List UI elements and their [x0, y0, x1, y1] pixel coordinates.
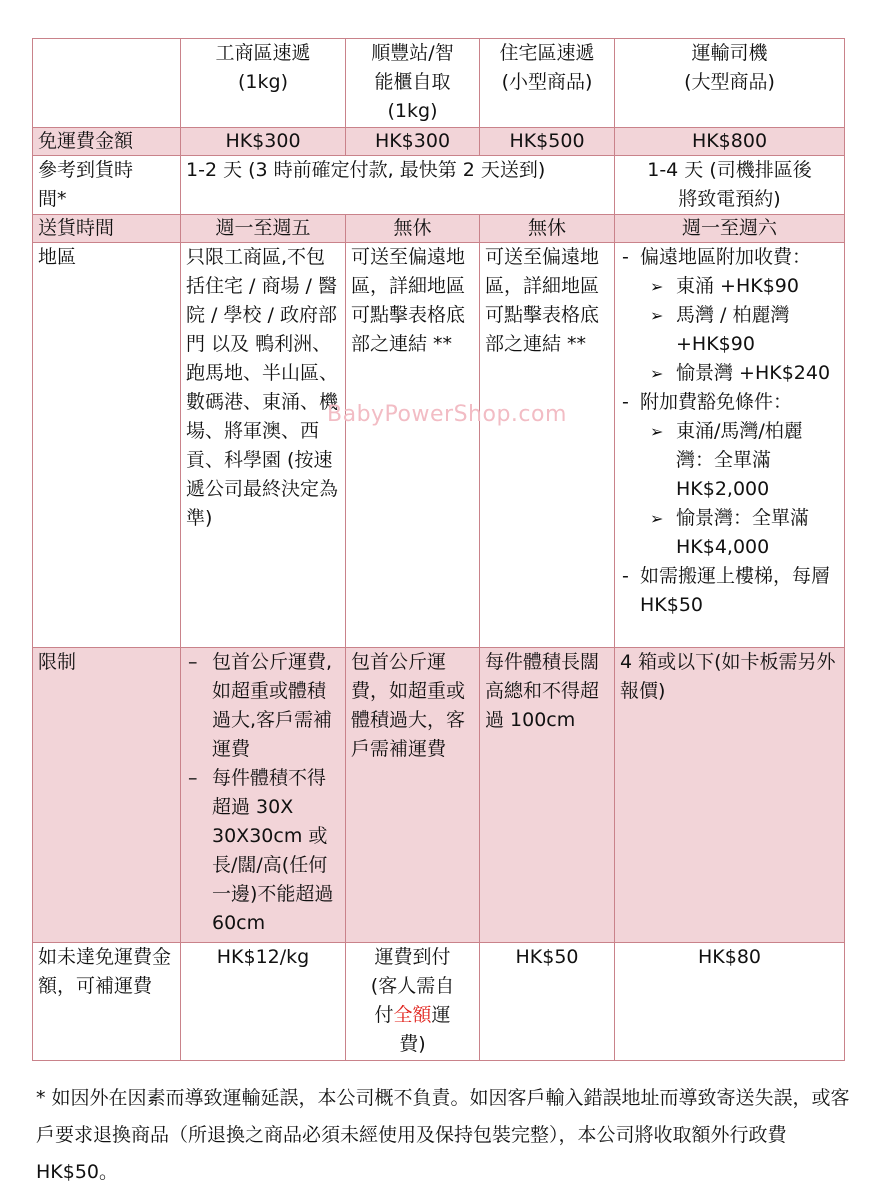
header-business-courier: 工商區速遞 (1kg) — [181, 39, 346, 128]
cell-value — [181, 648, 346, 943]
cell-value: 可送至偏遠地區，詳細地區可點擊表格底部之連結 ** — [346, 243, 480, 648]
limit-list — [186, 648, 340, 938]
row-label: 如未達免運費金額，可補運費 — [33, 943, 181, 1061]
list-item: ➢ 愉景灣：全單滿 HK$4,000 — [620, 504, 839, 562]
header-driver: 運輸司機 (大型商品) — [615, 39, 845, 128]
extra-fee-row — [33, 943, 845, 1061]
cell-value: 包首公斤運費，如超重或體積過大，客戶需補運費 — [346, 648, 480, 943]
emphasis-text: 全額 — [393, 1004, 432, 1026]
header-empty — [33, 39, 181, 128]
list-item: ➢ 東涌/馬灣/柏麗灣：全單滿 HK$2,000 — [620, 417, 839, 504]
reference-time-row — [33, 156, 845, 215]
cell-value — [615, 243, 845, 648]
cell-value: 無休 — [346, 215, 480, 243]
cell-value: 週一至週五 — [181, 215, 346, 243]
header-sf-pickup: 順豐站/智 能櫃自取 (1kg) — [346, 39, 480, 128]
cell-value: 4 箱或以下(如卡板需另外報價) — [615, 648, 845, 943]
list-item: - 如需搬運上樓梯，每層 HK$50 — [620, 562, 839, 620]
list-item: – 包首公斤運費,如超重或體積過大,客戶需補運費 — [186, 648, 340, 764]
cell-value — [346, 943, 480, 1061]
cell-value: 只限工商區,不包括住宅 / 商場 / 醫院 / 學校 / 政府部門 以及 鴨利洲、跑馬地、半山區、數碼港、東涌、機場、將軍澳、西貢、科學園 (按速遞公司最終決定為準) — [181, 243, 346, 648]
list-item: - 附加費豁免條件： — [620, 388, 839, 417]
header-residential-courier: 住宅區速遞 (小型商品) — [480, 39, 615, 128]
list-item: ➢ 愉景灣 +HK$240 — [620, 359, 839, 388]
cell-value: HK$500 — [480, 128, 615, 156]
list-item: – 每件體積不得超過 30X 30X30cm 或長/闊/高(任何一邊)不能超過 60cm — [186, 764, 340, 938]
limit-row — [33, 648, 845, 943]
list-item: - 偏遠地區附加收費： — [620, 243, 839, 272]
cell-value: 每件體積長闊高總和不得超過 100cm — [480, 648, 615, 943]
row-label: 地區 — [33, 243, 181, 648]
row-label: 送貨時間 — [33, 215, 181, 243]
free-shipping-row — [33, 128, 845, 156]
shipping-table — [32, 38, 845, 1061]
delivery-days-row — [33, 215, 845, 243]
list-item: ➢ 馬灣 / 柏麗灣 +HK$90 — [620, 301, 839, 359]
cell-text: 運費到付 (客人需自 付 — [370, 946, 455, 1026]
row-label: 參考到貨時 間* — [33, 156, 181, 215]
row-label: 免運費金額 — [33, 128, 181, 156]
header-row — [33, 39, 845, 128]
cell-value: 無休 — [480, 215, 615, 243]
cell-value: HK$800 — [615, 128, 845, 156]
cell-value: HK$50 — [480, 943, 615, 1061]
cell-value: 可送至偏遠地區，詳細地區可點擊表格底部之連結 ** — [480, 243, 615, 648]
cell-value: 1-4 天 (司機排區後 將致電預約) — [615, 156, 845, 215]
cell-value: 週一至週六 — [615, 215, 845, 243]
cell-value: HK$300 — [346, 128, 480, 156]
cell-text: 運 費) — [399, 1004, 451, 1055]
footnote: * 如因外在因素而導致運輸延誤，本公司概不負責。如因客戶輸入錯誤地址而導致寄送失誤，或客戶要求退換商品（所退換之商品必須未經使用及保持包裝完整），本公司將收取額外行政費 HK$50。 — [36, 1087, 850, 1183]
row-label: 限制 — [33, 648, 181, 943]
area-surcharge-list — [620, 243, 839, 620]
cell-value: HK$300 — [181, 128, 346, 156]
cell-value: 1-2 天 (3 時前確定付款, 最快第 2 天送到) — [181, 156, 615, 215]
cell-value: HK$80 — [615, 943, 845, 1061]
cell-value: HK$12/kg — [181, 943, 346, 1061]
area-row — [33, 243, 845, 648]
watermark: BabyPowerShop.com — [327, 402, 567, 427]
list-item: ➢ 東涌 +HK$90 — [620, 272, 839, 301]
